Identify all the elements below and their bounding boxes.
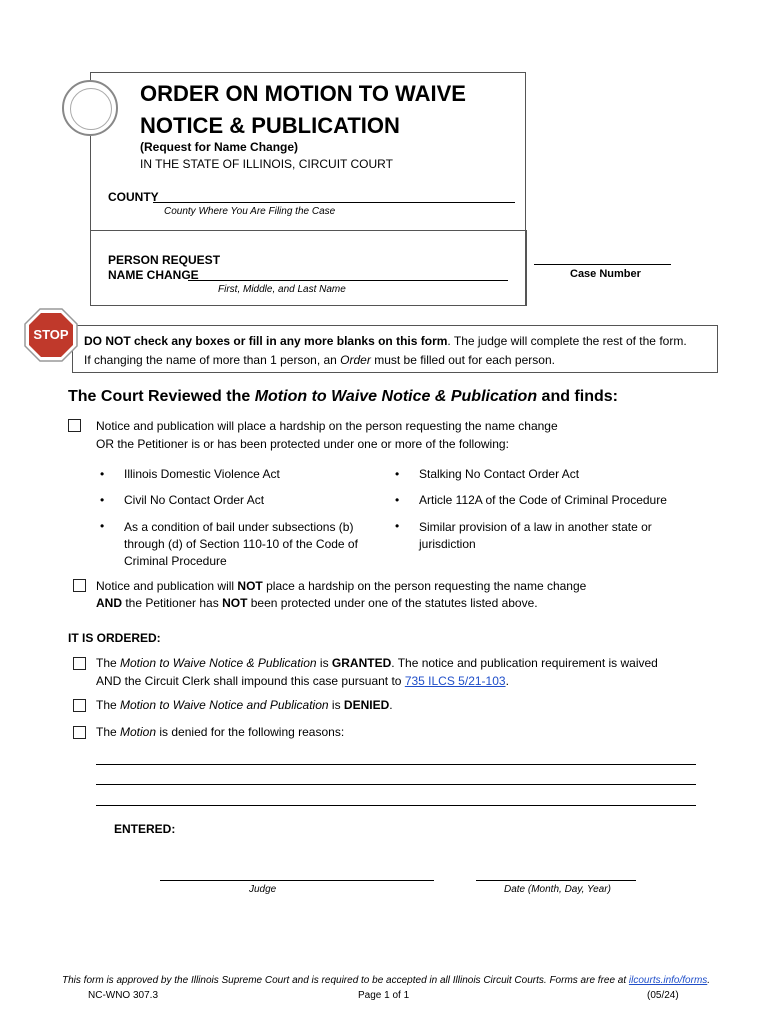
forms-link[interactable]: ilcourts.info/forms bbox=[628, 975, 708, 986]
granted-line-2: AND the Circuit Clerk shall impound this case pursuant to 735 ILCS 5/21-103. bbox=[96, 674, 509, 688]
no-hardship-line-2: AND the Petitioner has NOT been protected under one of the statutes listed above. bbox=[96, 596, 538, 610]
hardship-option-line-2: OR the Petitioner is or has been protected under one or more of the following: bbox=[96, 437, 509, 451]
county-label: COUNTY bbox=[108, 190, 159, 204]
person-name-field[interactable] bbox=[188, 280, 508, 281]
court-line: IN THE STATE OF ILLINOIS, CIRCUIT COURT bbox=[140, 157, 393, 171]
form-subtitle: (Request for Name Change) bbox=[140, 140, 299, 154]
judge-caption: Judge bbox=[249, 884, 277, 895]
footer-notice: This form is approved by the Illinois Supreme Court and is required to be accepted in all Illinois Circuit Courts. Forms are free at ilcourts.info/forms. bbox=[62, 975, 711, 986]
statute-link[interactable]: 735 ILCS 5/21-103 bbox=[404, 674, 506, 688]
person-label-1: PERSON REQUEST bbox=[108, 253, 221, 267]
reasons-field[interactable] bbox=[96, 784, 696, 785]
court-seal-icon bbox=[62, 80, 118, 136]
denied-line: The Motion to Waive Notice and Publication is DENIED. bbox=[96, 698, 393, 712]
hardship-option-line-1: Notice and publication will place a hardship on the person requesting the name change bbox=[96, 419, 558, 433]
entered-label: ENTERED: bbox=[114, 822, 176, 836]
person-label-2: NAME CHANGE bbox=[108, 268, 199, 282]
case-number-label: Case Number bbox=[570, 268, 641, 280]
no-hardship-checkbox[interactable] bbox=[73, 579, 86, 592]
stop-notice-line-1: DO NOT check any boxes or fill in any more blanks on this form. The judge will complete the rest of the form. bbox=[84, 334, 687, 348]
person-caption: First, Middle, and Last Name bbox=[218, 284, 346, 295]
reasons-field[interactable] bbox=[96, 764, 696, 765]
page-number: Page 1 of 1 bbox=[358, 990, 410, 1001]
granted-checkbox[interactable] bbox=[73, 657, 86, 670]
denied-checkbox[interactable] bbox=[73, 699, 86, 712]
form-title: ORDER ON MOTION TO WAIVE NOTICE & PUBLICATION bbox=[140, 81, 466, 138]
form-code: NC-WNO 307.3 bbox=[88, 990, 159, 1001]
findings-heading: The Court Reviewed the Motion to Waive Notice & Publication and finds: bbox=[68, 388, 618, 405]
denied-reasons-line: The Motion is denied for the following reasons: bbox=[96, 725, 345, 739]
stop-notice-line-2: If changing the name of more than 1 person, an Order must be filled out for each person. bbox=[84, 353, 555, 367]
date-field[interactable] bbox=[476, 880, 636, 881]
hardship-checkbox[interactable] bbox=[68, 419, 81, 432]
denied-reasons-checkbox[interactable] bbox=[73, 726, 86, 739]
granted-line-1: The Motion to Waive Notice & Publication is GRANTED. The notice and publication requirement is waived bbox=[96, 656, 658, 670]
caption-divider bbox=[90, 230, 526, 231]
stop-sign-icon bbox=[24, 308, 78, 362]
caption-divider-vertical bbox=[526, 230, 527, 306]
order-heading: IT IS ORDERED: bbox=[68, 631, 161, 645]
reasons-field[interactable] bbox=[96, 805, 696, 806]
revision-date: (05/24) bbox=[647, 990, 679, 1001]
county-field[interactable] bbox=[153, 202, 515, 203]
judge-signature-field[interactable] bbox=[160, 880, 434, 881]
stop-sign-text: STOP bbox=[33, 327, 69, 342]
no-hardship-line-1: Notice and publication will NOT place a hardship on the person requesting the name change bbox=[96, 579, 587, 593]
county-caption: County Where You Are Filing the Case bbox=[164, 206, 336, 217]
case-number-field[interactable] bbox=[534, 264, 671, 265]
date-caption: Date (Month, Day, Year) bbox=[504, 884, 611, 895]
